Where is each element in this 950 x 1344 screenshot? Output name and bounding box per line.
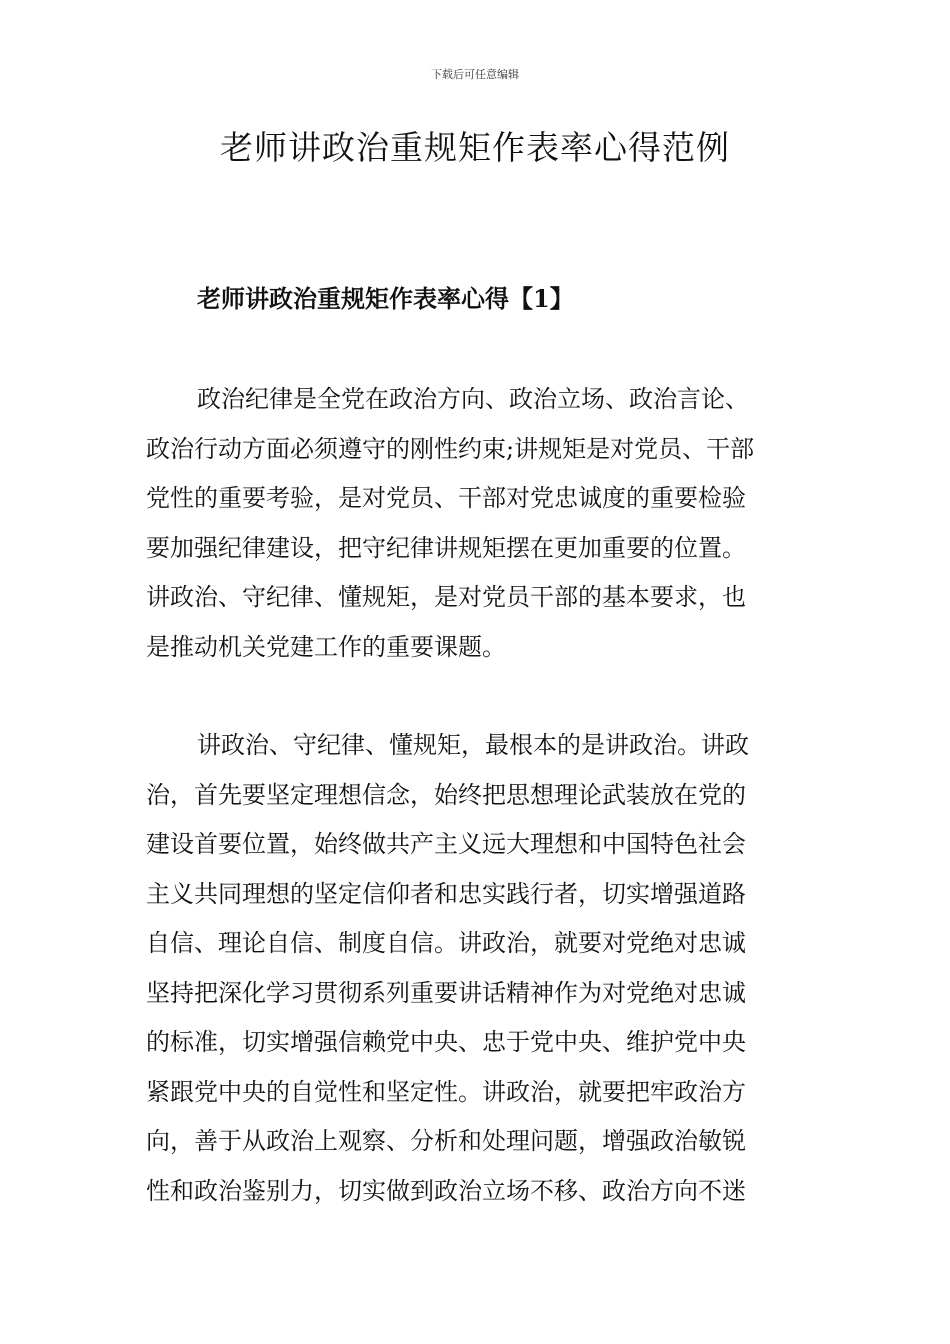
section-subheading: 老师讲政治重规矩作表率心得【1】 <box>197 284 574 313</box>
paragraph-line: 坚持把深化学习贯彻系列重要讲话精神作为对党绝对忠诚 <box>146 978 746 1007</box>
paragraph-1 <box>146 375 806 672</box>
paragraph-line: 紧跟党中央的自觉性和坚定性。讲政治，就要把牢政治方 <box>146 1077 746 1106</box>
paragraph-line: 要加强纪律建设，把守纪律讲规矩摆在更加重要的位置。 <box>146 533 746 562</box>
paragraph-line: 政治纪律是全党在政治方向、政治立场、政治言论、 <box>197 385 749 413</box>
paragraph-line: 自信、理论自信、制度自信。讲政治，就要对党绝对忠诚 <box>146 929 746 957</box>
paragraph-line: 是推动机关党建工作的重要课题。 <box>146 632 506 661</box>
paragraph-line: 讲政治、守纪律、懂规矩，最根本的是讲政治。讲政 <box>197 731 749 759</box>
paragraph-line: 向，善于从政治上观察、分析和处理问题，增强政治敏锐 <box>146 1127 746 1155</box>
paragraph-line: 治，首先要坚定理想信念，始终把思想理论武装放在党的 <box>146 780 746 809</box>
paragraph-line: 建设首要位置，始终做共产主义远大理想和中国特色社会 <box>146 830 746 858</box>
paragraph-line: 政治行动方面必须遵守的刚性约束;讲规矩是对党员、干部 <box>146 434 755 463</box>
document-title: 老师讲政治重规矩作表率心得范例 <box>220 128 730 167</box>
paragraph-line: 的标准，切实增强信赖党中央、忠于党中央、维护党中央 <box>146 1028 746 1056</box>
paragraph-line: 讲政治、守纪律、懂规矩，是对党员干部的基本要求，也 <box>146 583 746 611</box>
paragraph-2 <box>146 721 806 1216</box>
paragraph-line: 党性的重要考验，是对党员、干部对党忠诚度的重要检验 <box>146 484 746 512</box>
paragraph-line: 主义共同理想的坚定信仰者和忠实践行者，切实增强道路 <box>146 879 746 908</box>
header-note: 下载后可任意编辑 <box>431 68 519 81</box>
paragraph-line: 性和政治鉴别力，切实做到政治立场不移、政治方向不迷 <box>146 1176 746 1205</box>
